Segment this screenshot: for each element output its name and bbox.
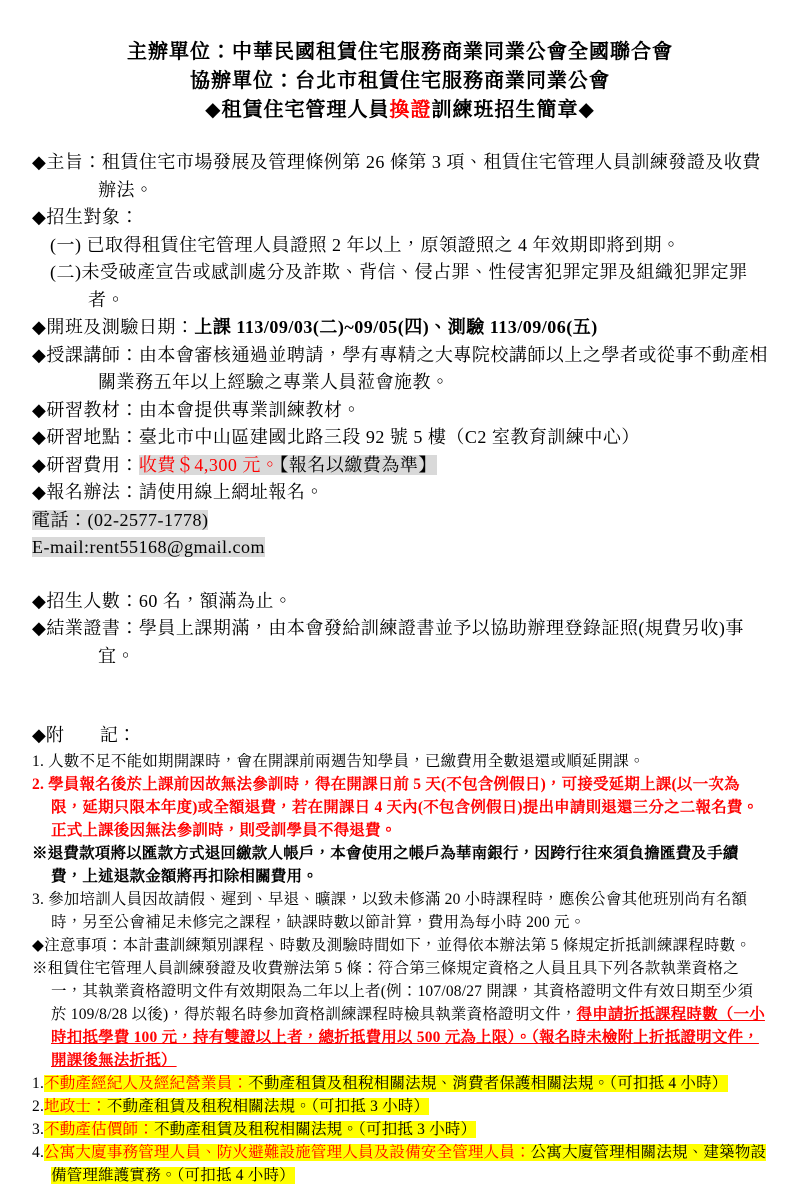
fee-line (32, 452, 768, 480)
schedule-dates: 上課 113/09/03(二)~09/05(四)、測驗 113/09/06(五) (194, 317, 598, 337)
host-organization-line: 主辦單位：中華民國租賃住宅服務商業同業公會全國聯合會 (127, 41, 673, 63)
refund-note-text: 退費款項將以匯款方式退回繳款人帳戶，本會使用之帳戶為華南銀行，因跨行往來須負擔匯費及手續費，上述退款金額將再扣除相關費用。 (47, 845, 739, 885)
deduction-item-3-highlight (44, 1121, 476, 1138)
deduction-item-4-highlight (44, 1144, 766, 1184)
email-line (32, 534, 768, 562)
deduction-item-3 (32, 1118, 768, 1141)
lecturer-line (32, 342, 768, 397)
quota-label: ◆招生人數： (32, 590, 139, 611)
subject-text: 租賃住宅市場發展及管理條例第 26 條第 3 項、租賃住宅管理人員訓練發證及收費辦法。 (98, 152, 761, 200)
note-1-number: 1. (32, 753, 45, 770)
law-marker: ※ (32, 960, 48, 977)
note-2-number: 2. (32, 776, 45, 793)
phone-line (32, 507, 768, 535)
fee-highlight (139, 455, 437, 475)
audience-item-1: (一) 已取得租賃住宅管理人員證照 2 年以上，原領證照之 4 年效期即將到期。 (50, 234, 681, 255)
subject-line (32, 149, 768, 204)
deduction-item-1-number: 1. (32, 1075, 45, 1092)
schedule-label: ◆開班及測驗日期： (32, 317, 195, 337)
attention-label: ◆注意事項： (32, 937, 123, 954)
signup-line (32, 479, 768, 507)
location-line (32, 424, 768, 452)
fee-amount: 收費＄4,300 元。 (138, 454, 280, 475)
deduction-item-3-number: 3. (32, 1121, 45, 1138)
lecturer-text: 由本會審核通過並聘請，學有專精之大專院校講師以上之學者或從事不動產相關業務五年以上經驗之專業人員蒞會施教。 (98, 344, 768, 392)
certificate-text: 學員上課期滿，由本會發給訓練證書並予以協助辦理登錄証照(規費另收)事宜。 (98, 618, 744, 666)
document-header (32, 38, 768, 125)
title-suffix: 訓練班招生簡章◆ (431, 99, 595, 121)
title-prefix: ◆租賃住宅管理人員 (205, 99, 390, 121)
refund-note-marker: ※ (32, 845, 48, 862)
spacer (32, 696, 768, 714)
spacer (32, 670, 768, 696)
attention-text: 本計畫訓練類別課程、時數及測驗時間如下，並得依本辦法第 5 條規定折抵訓練課程時數。 (122, 937, 752, 954)
certificate-label: ◆結業證書： (32, 618, 139, 638)
note-3 (32, 888, 768, 934)
deduction-item-4 (32, 1141, 768, 1187)
deduction-item-4-role: 公寓大廈事務管理人員、防火避難設施管理人員及設備安全管理人員： (44, 1144, 531, 1161)
notes-section (32, 720, 768, 1187)
deduction-item-2 (32, 1095, 768, 1118)
note-2 (32, 773, 768, 842)
deduction-item-1-highlight (44, 1075, 727, 1092)
note-3-text: 參加培訓人員因故請假、遲到、早退、曠課，以致未修滿 20 小時課程時，應俟公會其他班別尚有名額時，另至公會補足未修完之課程，缺課時數以節計算，費用為每小時 200 元。 (48, 891, 748, 931)
title-highlight-word: 換證 (389, 99, 432, 121)
note-3-number: 3. (32, 891, 45, 908)
materials-text: 由本會提供專業訓練教材。 (138, 399, 361, 420)
email-text: E-mail:rent55168@gmail.com (32, 537, 266, 557)
fee-note: 【報名以繳費為準】 (279, 454, 437, 475)
deduction-item-3-role: 不動產估價師： (44, 1121, 154, 1138)
deduction-item-1 (32, 1072, 768, 1095)
document-title (32, 96, 768, 125)
document-body (32, 149, 768, 1187)
co-host-organization-line: 協辦單位：台北市租賃住宅服務商業同業公會 (190, 70, 610, 92)
fee-label: ◆研習費用： (32, 454, 139, 475)
materials-line (32, 397, 768, 425)
materials-label: ◆研習教材： (32, 399, 139, 420)
location-label: ◆研習地點： (32, 427, 139, 447)
deduction-item-4-number: 4. (32, 1144, 45, 1161)
law-text-black: 租賃住宅管理人員訓練發證及收費辦法第 5 條：符合第三條規定資格之人員且具下列各款執業資格之一，其執業資格證明文件有效期限為二年以上者(例：107/08/27 開課，其資格證明文件有效日期至少須於 109/8/28 以後)，得於報名時參加資格訓練課程時檢具執業資格證明文件， (47, 960, 754, 1023)
audience-item-2: (二)未受破產宣告或感訓處分及詐欺、背信、侵占罪、性侵害犯罪定罪及組織犯罪定罪者。 (50, 262, 748, 310)
quota-line (32, 588, 768, 616)
deduction-item-2-role: 地政士： (44, 1098, 107, 1115)
phone-text: 電話：(02-2577-1778) (32, 509, 209, 530)
note-2-text: 學員報名後於上課前因故無法參訓時，得在開課日前 5 天(不包含例假日)，可接受延期上課(以一次為限，延期只限本年度)或全額退費，若在開課日 4 天內(不包含例假日)提出申請則退還三分之二報名費。正式上課後因無法參訓時，則受訓學員不得退費。 (48, 776, 759, 839)
note-1 (32, 750, 768, 773)
deduction-item-4-text: 公寓大廈管理相關法規、建築物設備管理維護實務。（可扣抵 4 小時） (51, 1144, 767, 1184)
schedule-line (32, 314, 768, 342)
deduction-item-2-highlight (44, 1098, 429, 1115)
deduction-item-2-number: 2. (32, 1098, 45, 1115)
audience-label-line: ◆招生對象： (32, 207, 139, 227)
law-text-red-underlined: 得申請折抵課程時數（一小時扣抵學費 100 元，持有雙證以上者，總折抵費用以 500 元為上限）。（報名時未檢附上折抵證明文件，開課後無法折抵） (51, 1006, 765, 1069)
signup-text: 請使用線上網址報名。 (138, 482, 324, 502)
notes-heading: ◆附 記： (32, 725, 136, 745)
signup-label: ◆報名辦法： (32, 482, 139, 502)
deduction-item-3-text: 不動產租賃及租稅相關法規。（可扣抵 3 小時） (153, 1121, 477, 1138)
law-article-5-paragraph (32, 957, 768, 1072)
certificate-line (32, 615, 768, 670)
note-1-text: 人數不足不能如期開課時，會在開課前兩週告知學員，已繳費用全數退還或順延開課。 (48, 753, 645, 770)
refund-note (32, 842, 768, 888)
deduction-item-1-text: 不動產租賃及租稅相關法規、消費者保護相關法規。（可扣抵 4 小時） (248, 1075, 728, 1092)
lecturer-label: ◆授課講師： (32, 344, 139, 365)
location-text: 臺北市中山區建國北路三段 92 號 5 樓（C2 室教育訓練中心） (138, 427, 640, 447)
spacer (32, 562, 768, 588)
deduction-item-1-role: 不動產經紀人及經紀營業員： (44, 1075, 249, 1092)
attention-line (32, 934, 768, 957)
subject-label: ◆主旨： (32, 152, 102, 172)
quota-text: 60 名，額滿為止。 (138, 590, 293, 611)
deduction-item-2-text: 不動產租賃及租稅相關法規。（可扣抵 3 小時） (106, 1098, 430, 1115)
